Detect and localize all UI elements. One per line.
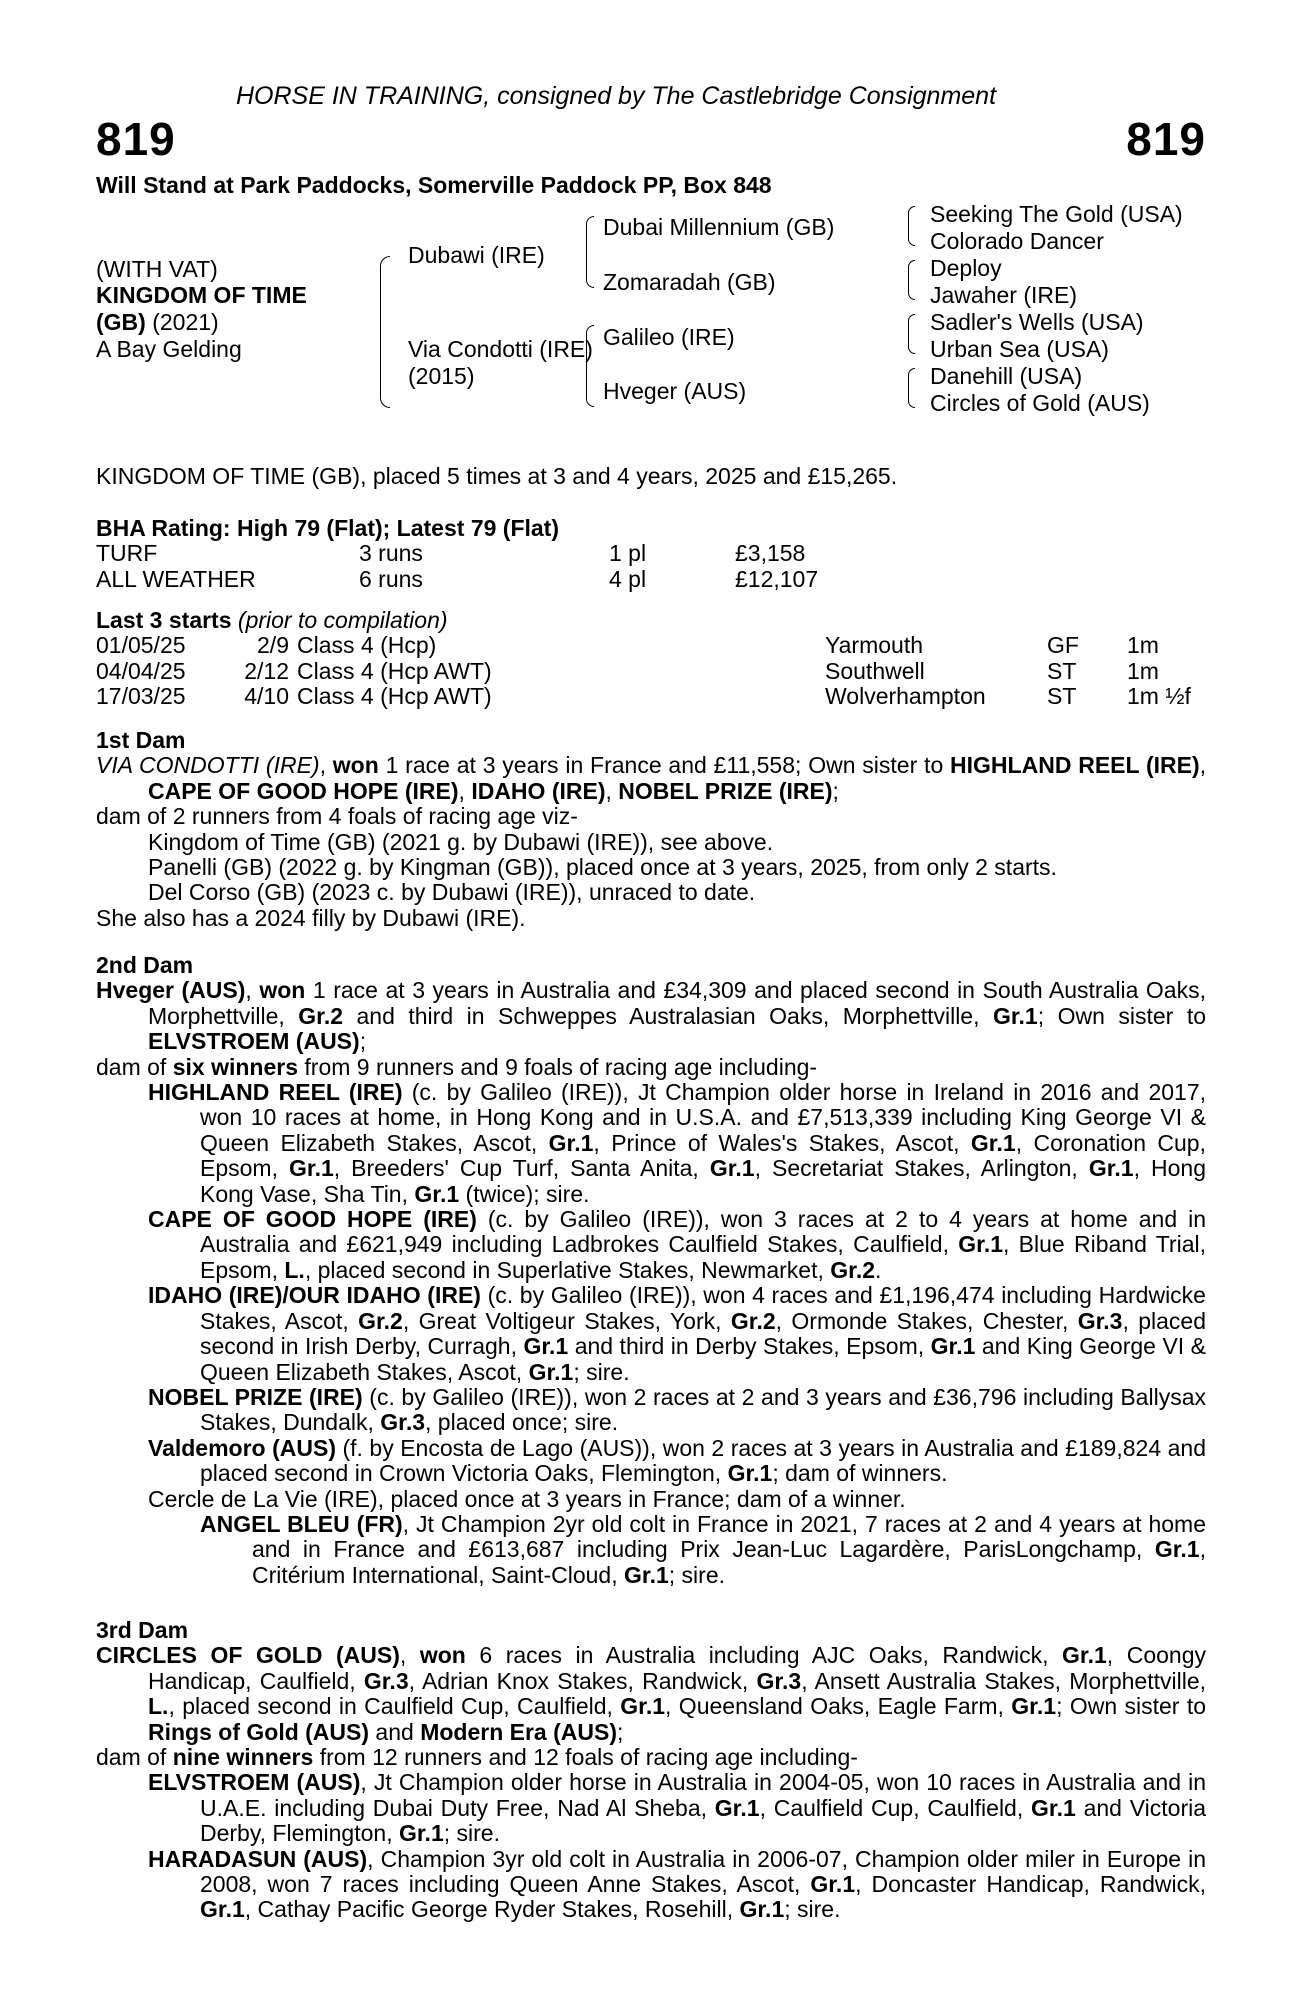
last-starts-section xyxy=(96,608,1206,710)
horse-origin: (GB) (2021) xyxy=(96,309,219,335)
second-dam-text: Hveger (AUS), won 1 race at 3 years in Australia and £34,309 and placed second in South Australia Oaks, Morphettville, Gr.2 and third in Schweppes Australasian Oaks, Morphettville, Gr.1; Own sister to ELVSTROEM (AUS); xyxy=(96,977,1206,1055)
dss: Sadler's Wells (USA) xyxy=(930,309,1144,335)
brace-dd xyxy=(908,368,915,408)
consignment-header: HORSE IN TRAINING, consigned by The Castlebridge Consignment xyxy=(236,82,997,110)
sss: Seeking The Gold (USA) xyxy=(930,201,1183,227)
ddd: Circles of Gold (AUS) xyxy=(930,390,1150,416)
dds: Danehill (USA) xyxy=(930,363,1083,389)
lot-number-right: 819 xyxy=(1126,113,1206,165)
horse-description: A Bay Gelding xyxy=(96,336,242,362)
list-item: IDAHO (IRE)/OUR IDAHO (IRE) (c. by Galileo (IRE)), won 4 races and £1,196,474 including Hardwicke Stakes, Ascot, Gr.2, Great Voltigeur Stakes, York, Gr.2, Ormonde Stakes, Chester, Gr.3, placed second in Irish Derby, Curragh, Gr.1 and third in Derby Stakes, Epsom, Gr.1 and King George VI & Queen Elizabeth Stakes, Ascot, Gr.1; sire. xyxy=(148,1282,1207,1385)
starts-table xyxy=(96,633,1191,709)
table-row: 04/04/25 2/12 Class 4 (Hcp AWT) Southwell ST 1m xyxy=(96,657,1159,684)
third-dam-section xyxy=(96,1618,1206,1923)
third-dam-title: 3rd Dam xyxy=(96,1617,189,1643)
list-item: CAPE OF GOOD HOPE (IRE) (c. by Galileo (IRE)), won 3 races at 2 to 4 years at home and in Australia and £621,949 including Ladbrokes Caulfield Stakes, Caulfield, Gr.1, Blue Riband Trial, Epsom, L., placed second in Superlative Stakes, Newmarket, Gr.2. xyxy=(148,1206,1206,1283)
sire-dam: Zomaradah (GB) xyxy=(603,269,776,295)
summary-line: KINGDOM OF TIME (GB), placed 5 times at 3 and 4 years, 2025 and £15,265. xyxy=(96,463,898,489)
list-item: HARADASUN (AUS), Champion 3yr old colt in Australia in 2006-07, Champion older miler in Europe in 2008, won 7 races including Queen Anne Stakes, Ascot, Gr.1, Doncaster Handicap, Randwick, Gr.1, Cathay Pacific George Ryder Stakes, Rosehill, Gr.1; sire. xyxy=(148,1845,1207,1923)
list-item: ELVSTROEM (AUS), Jt Champion older horse in Australia in 2004-05, won 10 races in Australia and in U.A.E. including Dubai Duty Free, Nad Al Sheba, Gr.1, Caulfield Cup, Caulfield, Gr.1 and Victoria Derby, Flemington, Gr.1; sire. xyxy=(148,1769,1207,1847)
rating-section xyxy=(96,516,1206,592)
dam-dam: Hveger (AUS) xyxy=(603,378,747,404)
third-dam-foals: dam of nine winners from 12 runners and 12 foals of racing age including- xyxy=(96,1744,858,1771)
table-row: 17/03/25 4/10 Class 4 (Hcp AWT) Wolverhampton ST 1m ½f xyxy=(96,683,1191,710)
rating-title: BHA Rating: High 79 (Flat); Latest 79 (Flat) xyxy=(96,515,559,541)
list-item: ANGEL BLEU (FR), Jt Champion 2yr old colt in France in 2021, 7 races at 2 and 4 years at home and in France and £613,687 including Prix Jean-Luc Lagardère, ParisLongchamp, Gr.1, Critérium International, Saint-Cloud, Gr.1; sire. xyxy=(200,1510,1207,1588)
first-dam-also: She also has a 2024 filly by Dubawi (IRE). xyxy=(96,904,526,931)
pedigree-brace-main xyxy=(380,256,390,408)
vat-label: (WITH VAT) xyxy=(96,256,218,282)
first-dam-section xyxy=(96,728,1206,931)
second-dam-section xyxy=(96,953,1206,1588)
list-item: Panelli (GB) (2022 g. by Kingman (GB)), placed once at 3 years, 2025, from only 2 starts. xyxy=(148,854,1057,881)
stand-location: Will Stand at Park Paddocks, Somerville Paddock PP, Box 848 xyxy=(96,172,772,198)
dsd: Urban Sea (USA) xyxy=(930,336,1109,362)
sire-sire: Dubai Millennium (GB) xyxy=(603,214,835,240)
first-dam-foals: dam of 2 runners from 4 foals of racing age viz- xyxy=(96,803,578,830)
brace-ds xyxy=(908,314,915,354)
dam-year: (2015) xyxy=(408,363,475,389)
sds: Deploy xyxy=(930,255,1002,281)
list-item: Del Corso (GB) (2023 c. by Dubawi (IRE)), unraced to date. xyxy=(148,879,756,906)
second-dam-title: 2nd Dam xyxy=(96,952,194,978)
brace-ss xyxy=(908,206,915,246)
pedigree-brace-dam xyxy=(586,325,594,407)
sdd: Jawaher (IRE) xyxy=(930,282,1077,308)
rating-table xyxy=(96,541,818,592)
list-item: HIGHLAND REEL (IRE) (c. by Galileo (IRE)), Jt Champion older horse in Ireland in 2016 and 2017, won 10 races at home, in Hong Kong and in U.S.A. and £7,513,339 including King George VI & Queen Elizabeth Stakes, Ascot, Gr.1, Prince of Wales's Stakes, Ascot, Gr.1, Coronation Cup, Epsom, Gr.1, Breeders' Cup Turf, Santa Anita, Gr.1, Secretariat Stakes, Arlington, Gr.1, Hong Kong Vase, Sha Tin, Gr.1 (twice); sire. xyxy=(148,1079,1206,1207)
pedigree-brace-sire xyxy=(586,216,594,288)
table-row: TURF 3 runs 1 pl £3,158 xyxy=(96,540,806,567)
last-starts-title: Last 3 starts (prior to compilation) xyxy=(96,607,448,633)
dam: Via Condotti (IRE) xyxy=(408,336,593,362)
ssd: Colorado Dancer xyxy=(930,228,1104,254)
list-item: NOBEL PRIZE (IRE) (c. by Galileo (IRE)), won 2 races at 2 and 3 years and £36,796 including Ballysax Stakes, Dundalk, Gr.3, placed once; sire. xyxy=(148,1383,1206,1436)
list-item: Valdemoro (AUS) (f. by Encosta de Lago (AUS)), won 2 races at 3 years in Australia and £189,824 and placed second in Crown Victoria Oaks, Flemington, Gr.1; dam of winners. xyxy=(148,1434,1206,1487)
sire: Dubawi (IRE) xyxy=(408,242,545,268)
list-item: Cercle de La Vie (IRE), placed once at 3 years in France; dam of a winner. xyxy=(148,1485,906,1512)
dam-sire: Galileo (IRE) xyxy=(603,324,735,350)
brace-sd xyxy=(908,260,915,300)
table-row: 01/05/25 2/9 Class 4 (Hcp) Yarmouth GF 1m xyxy=(96,632,1159,659)
second-dam-foals: dam of six winners from 9 runners and 9 foals of racing age including- xyxy=(96,1053,818,1080)
first-dam-title: 1st Dam xyxy=(96,727,186,753)
horse-name: KINGDOM OF TIME xyxy=(96,282,307,308)
table-row: ALL WEATHER 6 runs 4 pl £12,107 xyxy=(96,565,819,592)
first-dam-text: VIA CONDOTTI (IRE), won 1 race at 3 years in France and £11,558; Own sister to HIGHLAND REEL (IRE), CAPE OF GOOD HOPE (IRE), IDAHO (IRE), NOBEL PRIZE (IRE); xyxy=(96,752,1207,804)
list-item: Kingdom of Time (GB) (2021 g. by Dubawi (IRE)), see above. xyxy=(148,828,774,855)
lot-number-left: 819 xyxy=(96,113,176,165)
third-dam-text: CIRCLES OF GOLD (AUS), won 6 races in Australia including AJC Oaks, Randwick, Gr.1, Coongy Handicap, Caulfield, Gr.3, Adrian Knox Stakes, Randwick, Gr.3, Ansett Australia Stakes, Morphettville, L., placed second in Caulfield Cup, Caulfield, Gr.1, Queensland Oaks, Eagle Farm, Gr.1; Own sister to Rings of Gold (AUS) and Modern Era (AUS); xyxy=(96,1642,1207,1745)
